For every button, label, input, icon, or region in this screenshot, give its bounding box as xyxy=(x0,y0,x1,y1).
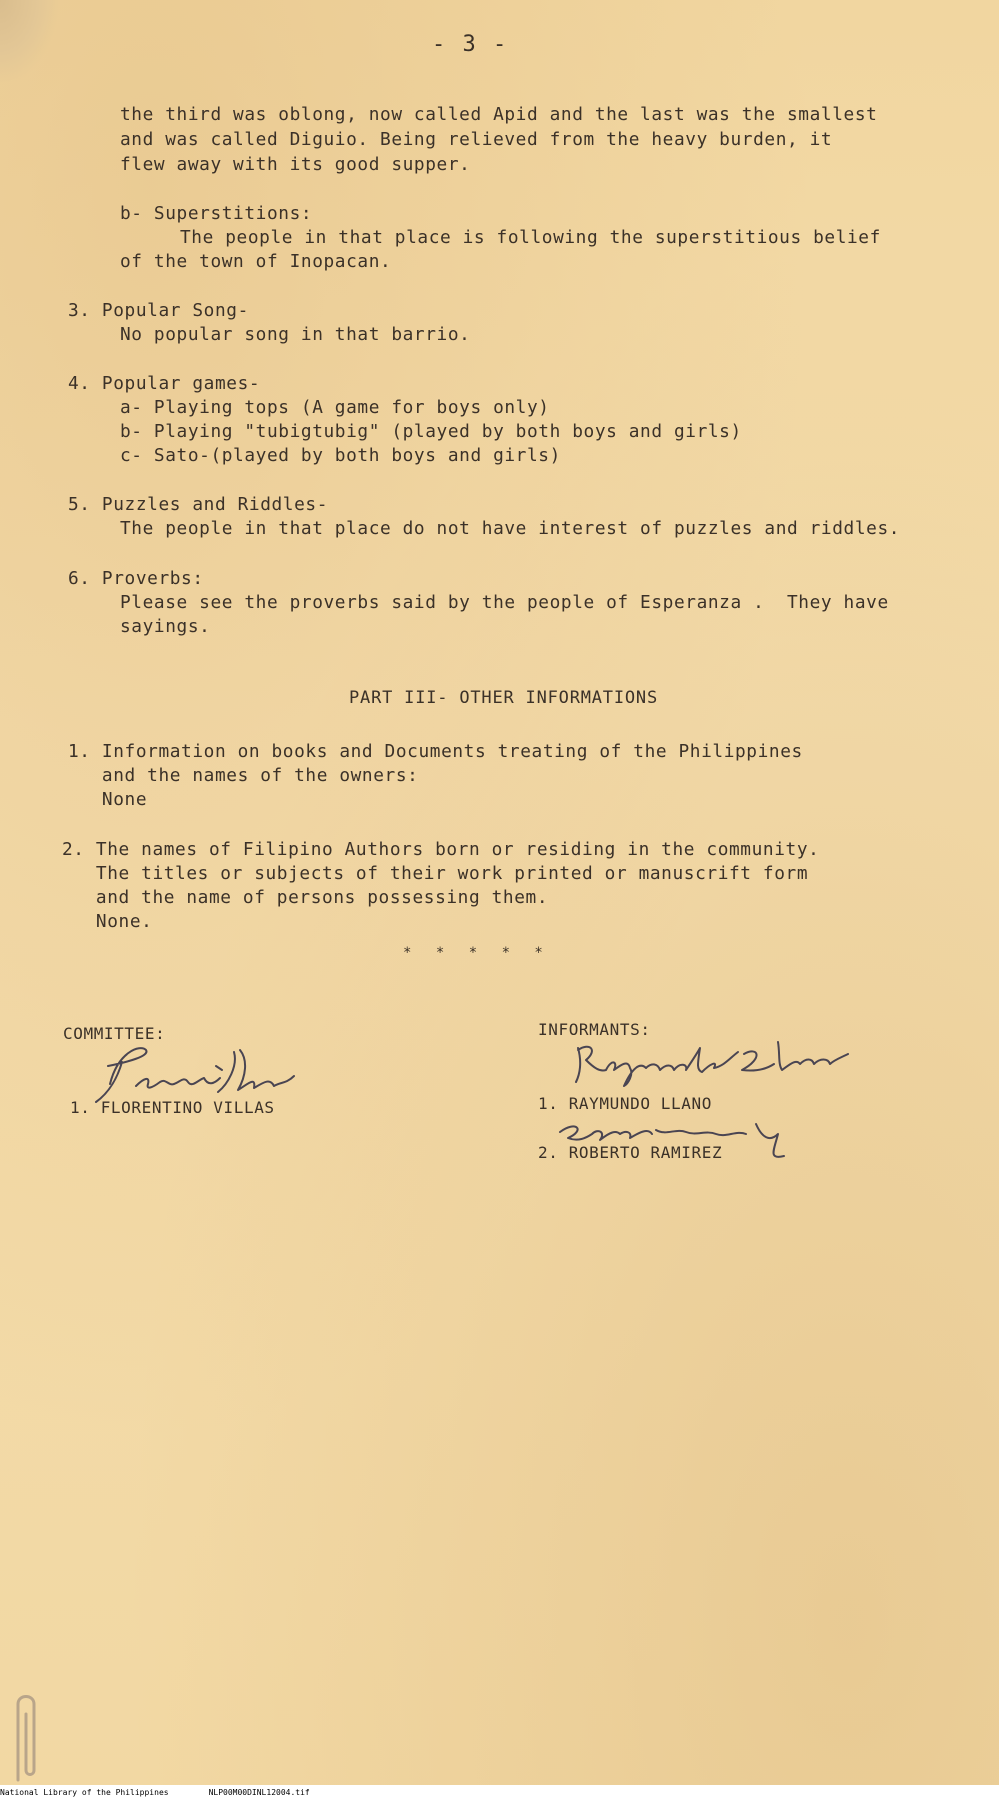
info-item-line: and the names of the owners: xyxy=(68,765,419,786)
committee-label: COMMITTEE: xyxy=(63,1024,166,1043)
page-number: - 3 - xyxy=(432,32,509,57)
paper-tear xyxy=(0,0,60,85)
paperclip-icon xyxy=(4,1690,44,1785)
informants-label: INFORMANTS: xyxy=(538,1020,651,1039)
info-item-line: None xyxy=(68,789,148,810)
puzzles-heading: 5. Puzzles and Riddles- xyxy=(68,494,329,515)
popular-games-item: a- Playing tops (A game for boys only) xyxy=(120,397,550,418)
popular-games-item: c- Sato-(played by both boys and girls) xyxy=(120,445,561,466)
footer-source: National Library of the Philippines xyxy=(0,1788,169,1797)
scan-footer xyxy=(0,1785,999,1800)
informant-member: 2. ROBERTO RAMIREZ xyxy=(538,1143,723,1162)
informant-member: 1. RAYMUNDO LLANO xyxy=(538,1094,712,1113)
superstitions-line: of the town of Inopacan. xyxy=(120,251,392,272)
proverbs-line: Please see the proverbs said by the people of Esperanza . They have xyxy=(120,592,889,613)
popular-games-heading: 4. Popular games- xyxy=(68,373,261,394)
info-item-line: 2. The names of Filipino Authors born or residing in the community. xyxy=(62,839,820,860)
info-item-line: None. xyxy=(62,911,153,932)
paragraph-line: the third was oblong, now called Apid and the last was the smallest xyxy=(120,104,878,125)
popular-song-text: No popular song in that barrio. xyxy=(120,324,471,345)
popular-games-item: b- Playing "tubigtubig" (played by both boys and girls) xyxy=(120,421,742,442)
superstitions-heading: b- Superstitions: xyxy=(120,203,313,224)
info-item-line: The titles or subjects of their work printed or manuscrift form xyxy=(62,863,809,884)
proverbs-line: sayings. xyxy=(120,616,211,637)
info-item-line: and the name of persons possessing them. xyxy=(62,887,549,908)
popular-song-heading: 3. Popular Song- xyxy=(68,300,249,321)
informant-signature xyxy=(568,1028,858,1088)
footer-filename: NLP00M00DINL12004.tif xyxy=(208,1788,310,1797)
section-separator: * * * * * xyxy=(403,945,551,961)
superstitions-line: The people in that place is following the superstitious belief xyxy=(180,227,881,248)
proverbs-heading: 6. Proverbs: xyxy=(68,568,204,589)
info-item-line: 1. Information on books and Documents treating of the Philippines xyxy=(68,741,803,762)
paragraph-line: flew away with its good supper. xyxy=(120,154,471,175)
paragraph-line: and was called Diguio. Being relieved from the heavy burden, it xyxy=(120,129,833,150)
puzzles-text: The people in that place do not have interest of puzzles and riddles. xyxy=(120,518,901,539)
committee-member: 1. FLORENTINO VILLAS xyxy=(70,1098,275,1117)
part-three-heading: PART III- OTHER INFORMATIONS xyxy=(349,688,658,708)
